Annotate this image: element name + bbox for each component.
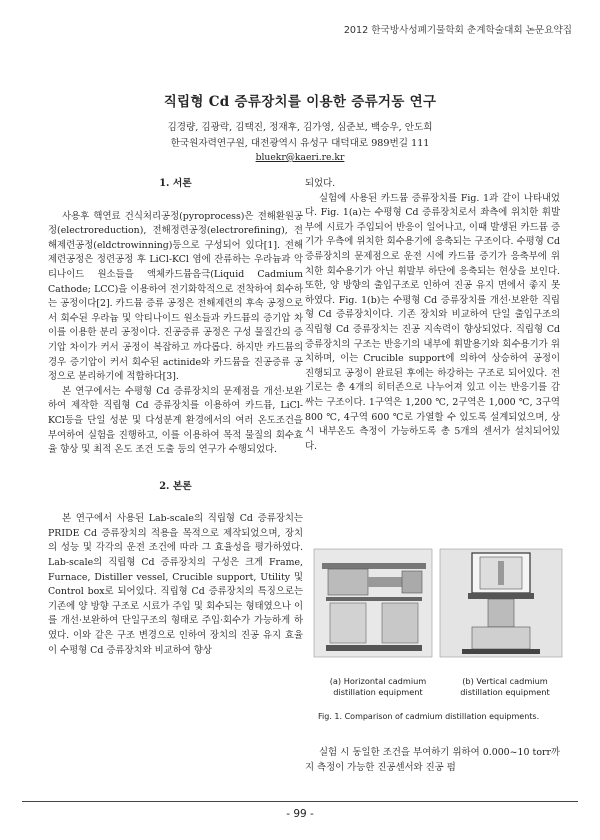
figure-1	[312, 547, 564, 659]
body-paragraph-1: 본 연구에서 사용된 Lab-scale의 직립형 Cd 증류장치는 PRIDE Cd 증류장치의 적용을 목적으로 제작되었으며, 장치의 성능 및 각각의 운전 조건에 따라 그 효율성을 평가하였다. Lab-scale의 직립형 Cd 증류장치의 구성은 크게 Frame, Furnace, Distiller vessel, Crucible support, Utility 및 Control box로 되어있다. 직립형 Cd 증류장치의 특징으로는 기존에 양 방향 구조로 시료가 주입 및 회수되는 형태였으나 이를 개선·보완하여 단일구조의 형태로 주입·회수가 가능하게 하였다. 이와 같은 구조 변경으로 인하여 장치의 진공 유지 효율이 수평형 Cd 증류장치와 비교하여 향상	[48, 513, 303, 656]
intro-heading: 1. 서론	[159, 178, 192, 189]
figure-caption-a: (a) Horizontal cadmium distillation equipment	[329, 676, 427, 697]
page-number: - 99 -	[286, 808, 314, 820]
footer-divider	[22, 801, 578, 802]
body-heading: 2. 본론	[159, 480, 192, 492]
right-bottom-paragraph	[305, 746, 560, 775]
intro-paragraph-2: 본 연구에서는 수평형 Cd 증류장치의 문제점을 개선·보완하여 제작한 직립형 Cd 증류장치를 이용하여 카드뮴, LiCl-KCl등을 단일 성분 및 다성분계 환경에서의 여러 온도조건을 부여하여 실험을 진행하고, 이를 이용하여 목적 물질의 회수효율 향상 및 최적 온도 조건 도출 등의 연구가 수행되었다.	[48, 385, 303, 456]
email-line	[0, 152, 600, 163]
paper-title: 직립형 Cd 증류장치를 이용한 증류거동 연구	[163, 94, 437, 110]
vertical-equipment-photo	[440, 549, 562, 657]
figure-caption: Fig. 1. Comparison of cadmium distillation equipments.	[318, 712, 540, 721]
right-continuation: 되었다.	[305, 178, 336, 189]
affiliation: 한국원자력연구원, 대전광역시 유성구 대덕대로 989번길 111	[170, 138, 430, 149]
horizontal-equipment-photo	[314, 549, 432, 657]
right-column	[305, 177, 560, 454]
left-column	[48, 177, 303, 658]
figure-caption-b: (b) Vertical cadmium distillation equipment	[460, 676, 550, 697]
figure-1-images	[312, 547, 564, 659]
email-link[interactable]: bluekr@kaeri.re.kr	[255, 152, 345, 163]
intro-paragraph-1: 사용후 핵연료 건식처리공정(pyroprocess)은 전해환원공정(electroreduction), 전해정련공정(electrorefining), 전해제련공정(eldctrowinning)등으로 구성되어 있다[1]. 전해제련공정은 정련공정 후 LiCl-KCl 염에 잔류하는 우라늄과 악티나이드 원소들을 액체카드뮴음극(Liquid Cadmium Cathode; LCC)을 이용하여 전기화학적으로 전착하여 회수하는 공정이다[2]. 카드뮴 증류 공정은 전해제련의 후속 공정으로서 회수된 우라늄 및 악티나이드 원소들과 카드뮴의 증기압 차이를 이용한 분리 공정이다. 진공증류 공정은 구성 물질간의 증기압 차이가 커서 공정이 복잡하고 까다롭다. 하지만 카드뮴의 경우 증기압이 커서 회수된 actinide와 카드뮴을 진공증류 공정으로 분리하기에 적합하다[3].	[48, 210, 303, 383]
author-list: 김경량, 김광락, 김택진, 정재후, 김가영, 심준보, 백승우, 안도희	[167, 122, 433, 133]
right-paragraph-1: 실험에 사용된 카드뮴 증류장치를 Fig. 1과 같이 나타내었다. Fig. 1(a)는 수평형 Cd 증류장치로서 좌측에 위치한 휘발부에 시료가 주입되어 반응이 일어나고, 이때 발생된 카드뮴 증기가 우측에 위치한 회수용기에 응축되는 구조이다. 수평형 Cd 증류장치의 문제점으로 운전 시에 카드뮴 증기가 응축부에 위치한 회수용기가 아닌 휘발부 하단에 응축되는 현상을 보인다. 또한, 양 방향의 출입구조로 인하여 진공 유지 면에서 좋지 못하였다. Fig. 1(b)는 수평형 Cd 증류장치를 개선·보완한 직립형 Cd 증류장치이다. 기존 장치와 비교하여 단일 출입구조의 직립형 Cd 증류장치는 진공 지속력이 향상되었다. 직립형 Cd 증류장치의 구조는 반응기의 내부에 휘발용기와 회수용기가 위치하며, 이는 Crucible support에 의하여 상승하여 공정이 진행되고 공정이 완료된 후에는 하강하는 구조로 되어있다. 전기로는 총 4개의 히터존으로 나누어져 있고 이는 반응기를 감싸는 구조이다. 1구역은 1,200 ℃, 2구역은 1,000 ℃, 3구역 800 ℃, 4구역 600 ℃로 가열할 수 있도록 설계되었으며, 상시 내부온도 측정이 가능하도록 총 5개의 센서가 설치되어있다.	[305, 192, 560, 452]
right-paragraph-2: 실험 시 동일한 조건을 부여하기 위하여 0.000~10 torr까지 측정이 가능한 진공센서와 진공 펌	[305, 747, 560, 773]
conference-header: 2012 한국방사성폐기물학회 춘계학술대회 논문요약집	[343, 25, 572, 36]
